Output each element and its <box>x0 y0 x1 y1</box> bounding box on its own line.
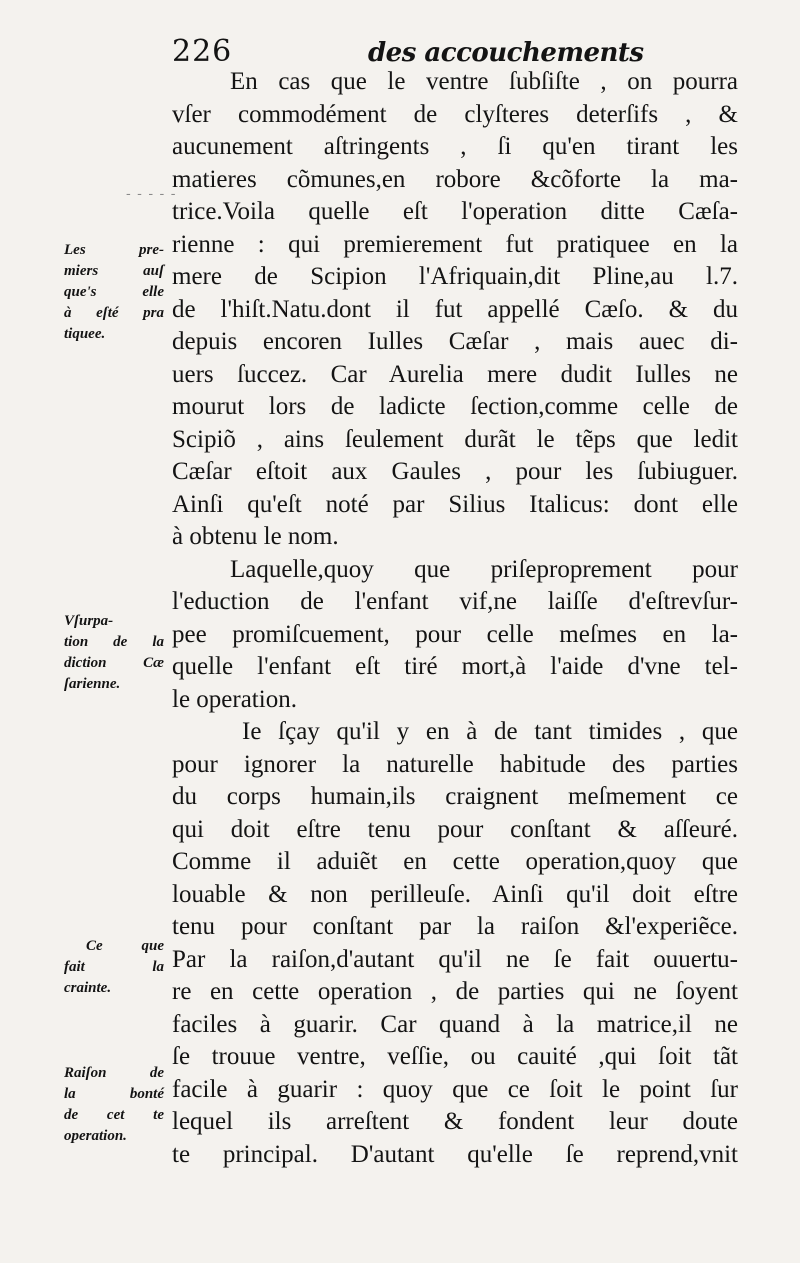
text-line: facile à guarir : quoy que ce ſoit le point ſur <box>172 1075 738 1103</box>
text-line: à obtenu le nom. <box>172 523 339 550</box>
text-line: En cas que le ventre ſubſiſte , on pourra <box>230 68 738 95</box>
margin-note <box>64 240 164 345</box>
text-line: l'eduction de l'enfant vif,ne laiſſe d'eſtrevſur- <box>172 588 738 615</box>
margin-note-line: diction Cæ <box>64 655 164 671</box>
margin-note-line: Raiſon de <box>64 1065 164 1081</box>
text-line: Cæſar eſtoit aux Gaules , pour les ſubiuguer. <box>172 458 738 485</box>
text-line: ſe trouue ventre, veſſie, ou cauité ,qui ſoit tãt <box>172 1043 738 1070</box>
text-line: matieres cõmunes,en robore &cõforte la ma- <box>172 165 738 193</box>
body-text <box>172 66 738 1171</box>
text-line: Scipiõ , ains ſeulement durãt le tẽps que ledit <box>172 425 738 453</box>
text-line: Par la raiſon,d'autant qu'il ne ſe fait ouuertu- <box>172 945 738 973</box>
text-line: rienne : qui premierement fut pratiquee en la <box>172 230 738 258</box>
text-line: le operation. <box>172 685 297 713</box>
text-line: pour ignorer la naturelle habitude des parties <box>172 750 738 778</box>
text-line: qui doit eſtre tenu pour conſtant & aſſeuré. <box>172 815 738 843</box>
text-line: du corps humain,ils craignent meſmement ce <box>172 783 738 810</box>
text-line: louable & non perilleuſe. Ainſi qu'il doit eſtre <box>172 880 738 908</box>
margin-note-line: tion de la <box>64 634 164 650</box>
text-line: mere de Scipion l'Afriquain,dit Pline,au l.7. <box>172 263 738 290</box>
page-number: 226 <box>172 34 233 69</box>
margin-note-line: fait la <box>64 959 164 975</box>
margin-note-line: miers auſ <box>64 263 164 279</box>
text-line: Comme il aduiẽt en cette operation,quoy que <box>172 848 738 875</box>
margin-note <box>64 936 164 999</box>
margin-note <box>64 611 164 695</box>
text-line: depuis encoren Iulles Cæſar , mais auec di- <box>172 328 738 355</box>
page-header <box>172 30 732 70</box>
margin-note-line: crainte. <box>64 980 112 996</box>
text-line: trice.Voila quelle eſt l'operation ditte Cæſa- <box>172 198 738 225</box>
margin-note-line: Vſurpa- <box>64 613 114 629</box>
margin-note-line: la bonté <box>64 1086 164 1102</box>
margin-note-line: operation. <box>64 1128 127 1144</box>
margin-note-line: Ce que <box>86 938 164 954</box>
margin-dash-mark: - - - - - <box>126 186 177 202</box>
margin-note-line: de cet te <box>64 1107 164 1123</box>
text-line: lequel ils arreſtent & fondent leur doute <box>172 1108 738 1135</box>
margin-note-line: Les pre- <box>64 242 164 258</box>
text-line: Ainſi qu'eſt noté par Silius Italicus: dont elle <box>172 490 738 518</box>
text-line: tenu pour conſtant par la raiſon &l'experiẽce. <box>172 913 738 940</box>
margin-note-line: que's elle <box>64 284 164 300</box>
margin-note <box>64 1063 164 1147</box>
text-line: Laquelle,quoy que priſeproprement pour <box>230 555 738 583</box>
text-line: quelle l'enfant eſt tiré mort,à l'aide d'vne tel- <box>172 653 738 680</box>
text-line: te principal. D'autant qu'elle ſe reprend,vnit <box>172 1140 738 1168</box>
text-line: pee promiſcuement, pour celle meſmes en la- <box>172 620 738 648</box>
text-line: Ie ſçay qu'il y en à de tant timides , que <box>242 718 738 745</box>
text-line: aucunement aſtringents , ſi qu'en tirant les <box>172 133 738 160</box>
text-line: de l'hiſt.Natu.dont il fut appellé Cæſo. & du <box>172 295 738 323</box>
text-line: re en cette operation , de parties qui ne ſoyent <box>172 978 738 1005</box>
text-line: vſer commodément de clyſteres deterſifs , & <box>172 100 738 128</box>
margin-note-line: à eſté pra <box>64 305 164 321</box>
margin-note-line: ſarienne. <box>64 676 121 692</box>
text-line: faciles à guarir. Car quand à la matrice,il ne <box>172 1010 738 1038</box>
text-line: uers ſuccez. Car Aurelia mere dudit Iulles ne <box>172 360 738 388</box>
running-title: des accouchements <box>368 38 644 68</box>
margin-note-line: tiquee. <box>64 326 106 342</box>
text-line: mourut lors de ladicte ſection,comme celle de <box>172 393 738 420</box>
